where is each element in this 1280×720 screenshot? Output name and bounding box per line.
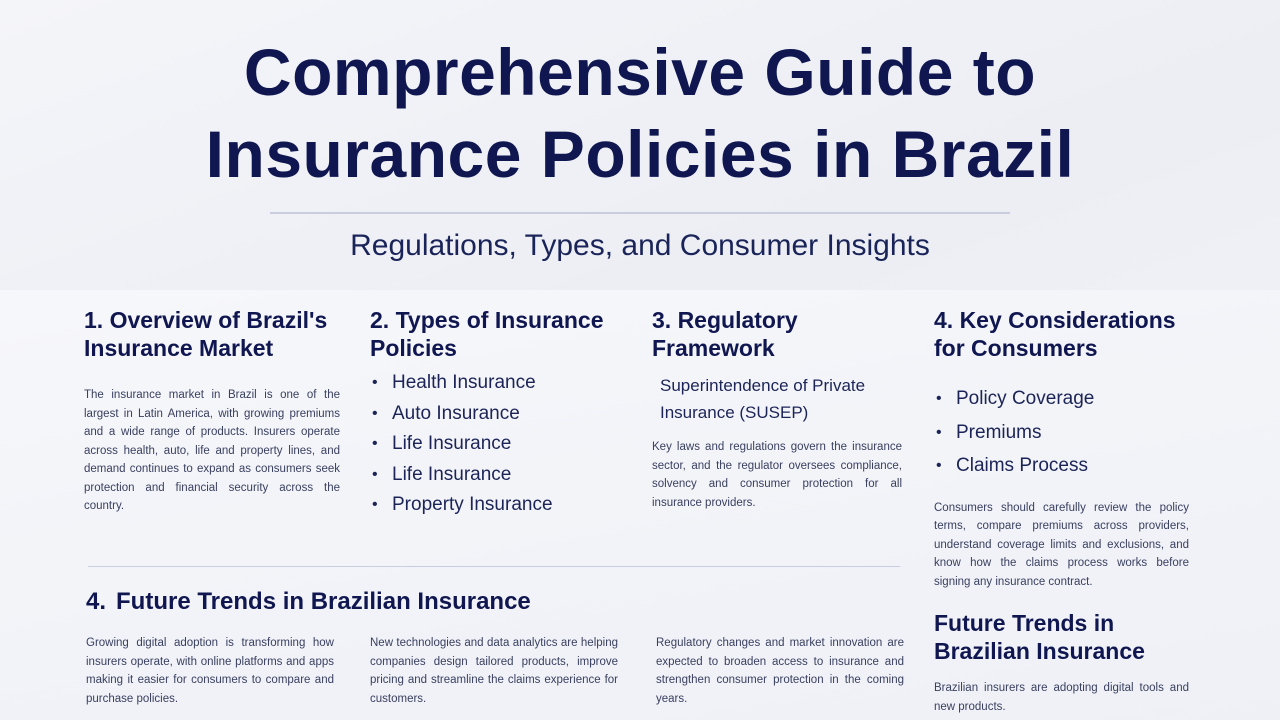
- list-item: • Claims Process: [934, 449, 1189, 483]
- section-divider: [88, 566, 900, 567]
- section-regulatory-framework: [652, 306, 902, 512]
- list-item: • Life Insurance: [370, 460, 620, 491]
- bullet-icon: •: [372, 374, 378, 391]
- section-heading: 2. Types of Insurance Policies: [370, 307, 604, 361]
- list-item: • Policy Coverage: [934, 382, 1189, 416]
- consideration-list: [934, 382, 1189, 483]
- section-consumer-considerations: [934, 306, 1189, 716]
- bullet-icon: •: [372, 404, 378, 422]
- list-item: • Auto Insurance: [370, 399, 620, 430]
- section-heading: 1. Overview of Brazil's Insurance Market: [84, 307, 328, 361]
- section-marker: 4.: [86, 588, 107, 615]
- future-trends-column: Regulatory changes and market innovation are expected to broaden access to insurance and strengthen consumer protection in the coming years.: [656, 637, 904, 705]
- page-title-line1: Comprehensive Guide to: [243, 35, 1037, 109]
- list-item: • Premiums: [934, 416, 1189, 450]
- section-body: Consumers should carefully review the policy terms, compare premiums across providers, understand coverage limits and exclusions, and know how the claims process works before signing any insurance contract.: [934, 501, 1189, 588]
- page-title-line2: Insurance Policies in Brazil: [205, 117, 1075, 191]
- list-item: • Property Insurance: [370, 490, 620, 521]
- section-heading: 4. Key Considerations for Consumers: [934, 307, 1176, 361]
- section-heading: 3. Regulatory Framework: [652, 307, 798, 361]
- section-body: The insurance market in Brazil is one of the largest in Latin America, with growing premiums and a wide range of products. Insurers operate across health, auto, life and property lines, and demand continues to expand as consumers seek protection and financial security across the country.: [84, 389, 340, 512]
- future-trends-side-body: Brazilian insurers are adopting digital tools and new products.: [934, 682, 1189, 713]
- list-item: • Health Insurance: [370, 368, 620, 399]
- policy-type-list: [370, 368, 620, 521]
- title-divider: [270, 212, 1010, 214]
- section-market-overview: [84, 306, 340, 516]
- bullet-icon: •: [936, 423, 942, 441]
- future-trends-column: New technologies and data analytics are helping companies design tailored products, improve pricing and streamline the claims experience for customers.: [370, 637, 618, 705]
- section-policy-types: [370, 306, 620, 521]
- list-item: • Life Insurance: [370, 429, 620, 460]
- section-body: Key laws and regulations govern the insurance sector, and the regulator oversees compliance, solvency and consumer protection for all insurance providers.: [652, 441, 902, 509]
- bullet-icon: •: [372, 465, 378, 483]
- bullet-icon: •: [372, 496, 378, 513]
- future-trends-heading: 4. Future Trends in Brazilian Insurance: [86, 588, 531, 615]
- regulator-name: Superintendence of Private Insurance (SUSEP): [660, 376, 866, 422]
- bullet-icon: •: [372, 435, 378, 452]
- future-trends-side-heading: Future Trends in Brazilian Insurance: [934, 610, 1145, 664]
- bullet-icon: •: [936, 390, 942, 407]
- future-trends-column: Growing digital adoption is transforming how insurers operate, with online platforms and apps making it easier for consumers to compare and purchase policies.: [86, 637, 334, 705]
- page-subtitle: Regulations, Types, and Consumer Insights: [350, 229, 930, 262]
- bullet-icon: •: [936, 457, 942, 474]
